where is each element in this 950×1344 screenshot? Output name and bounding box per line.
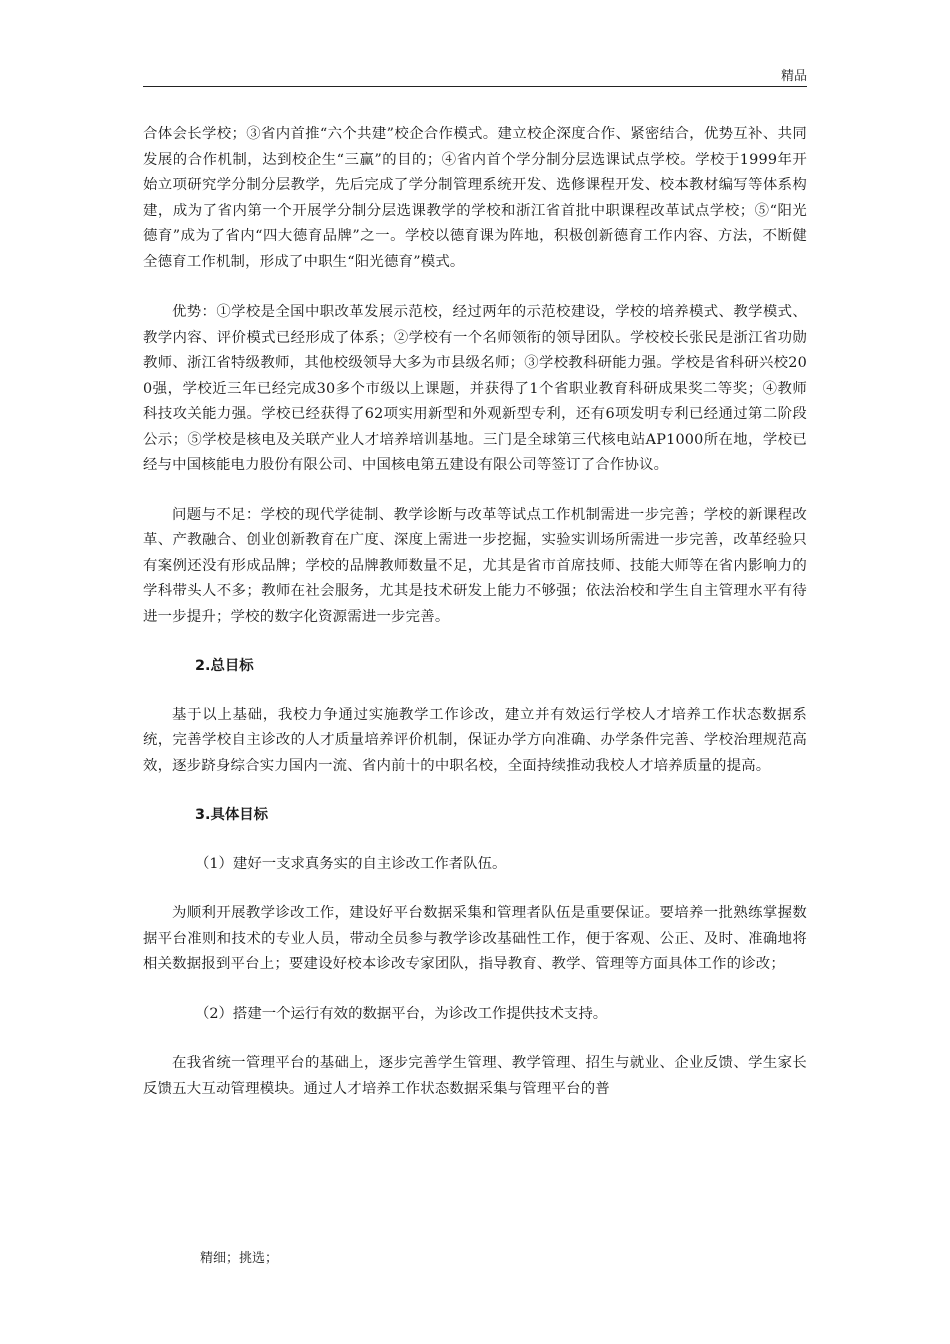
section-heading-specific-goals: 3.具体目标 xyxy=(195,807,269,823)
paragraph-team: 为顺利开展教学诊改工作，建设好平台数据采集和管理者队伍是重要保证。要培养一批熟练掌握数据平台准则和技术的专业人员，带动全员参与教学诊改基础性工作，便于客观、公正、及时、准确地将相关数据报到平台上；要建设好校本诊改专家团队，指导教育、教学、管理等方面具体工作的诊改； xyxy=(143,905,807,972)
section-heading-overall-goal: 2.总目标 xyxy=(195,658,254,674)
paragraph-platform: 在我省统一管理平台的基础上，逐步完善学生管理、教学管理、招生与就业、企业反馈、学生家长反馈五大互动管理模块。通过人才培养工作状态数据采集与管理平台的普 xyxy=(143,1055,807,1097)
footer-label: 精细；挑选； xyxy=(200,1251,279,1266)
header-divider xyxy=(143,86,807,87)
header-label: 精品 xyxy=(780,69,807,84)
paragraph-advantages: 优势：①学校是全国中职改革发展示范校，经过两年的示范校建设，学校的培养模式、教学模式、教学内容、评价模式已经形成了体系；②学校有一个名师领衔的领导团队。学校校长张民是浙江省功勋教师、浙江省特级教师，其他校级领导大多为市县级名师；③学校教科研能力强。学校是省科研兴校200强，学校近三年已经完成30多个市级以上课题，并获得了1个省职业教育科研成果奖二等奖；④教师科技攻关能力强。学校已经获得了62项实用新型和外观新型专利，还有6项发明专利已经通过第二阶段公示；⑤学校是核电及关联产业人才培养培训基地。三门是全球第三代核电站AP1000所在地，学校已经与中国核能电力股份有限公司、中国核电第五建设有限公司等签订了合作协议。 xyxy=(143,304,807,473)
paragraph-overall-goal: 基于以上基础，我校力争通过实施教学工作诊改，建立并有效运行学校人才培养工作状态数据系统，完善学校自主诊改的人才质量培养评价机制，保证办学方向准确、办学条件完善、学校治理规范高效，逐步跻身综合实力国内一流、省内前十的中职名校，全面持续推动我校人才培养质量的提高。 xyxy=(143,706,807,774)
document-body xyxy=(143,122,807,1126)
subitem-team: （1）建好一支求真务实的自主诊改工作者队伍。 xyxy=(195,855,507,872)
subitem-platform: （2）搭建一个运行有效的数据平台，为诊改工作提供技术支持。 xyxy=(195,1005,608,1022)
paragraph-problems: 问题与不足：学校的现代学徒制、教学诊断与改革等试点工作机制需进一步完善；学校的新课程改革、产教融合、创业创新教育在广度、深度上需进一步挖掘，实验实训场所需进一步完善，改革经验只有案例还没有形成品牌；学校的品牌教师数量不足，尤其是省市首席技师、技能大师等在省内影响力的学科带头人不多；教师在社会服务，尤其是技术研发上能力不够强；依法治校和学生自主管理水平有待进一步提升；学校的数字化资源需进一步完善。 xyxy=(143,506,807,625)
paragraph-school-features: 合体会长学校；③省内首推“六个共建”校企合作模式。建立校企深度合作、紧密结合，优势互补、共同发展的合作机制，达到校企生“三赢”的目的；④省内首个学分制分层选课试点学校。学校于1999年开始立项研究学分制分层教学，先后完成了学分制管理系统开发、选修课程开发、校本教材编写等体系构建，成为了省内第一个开展学分制分层选课教学的学校和浙江省首批中职课程改革试点学校；⑤“阳光德育”成为了省内“四大德育品牌”之一。学校以德育课为阵地，积极创新德育工作内容、方法，不断健全德育工作机制，形成了中职生“阳光德育”模式。 xyxy=(143,126,807,270)
